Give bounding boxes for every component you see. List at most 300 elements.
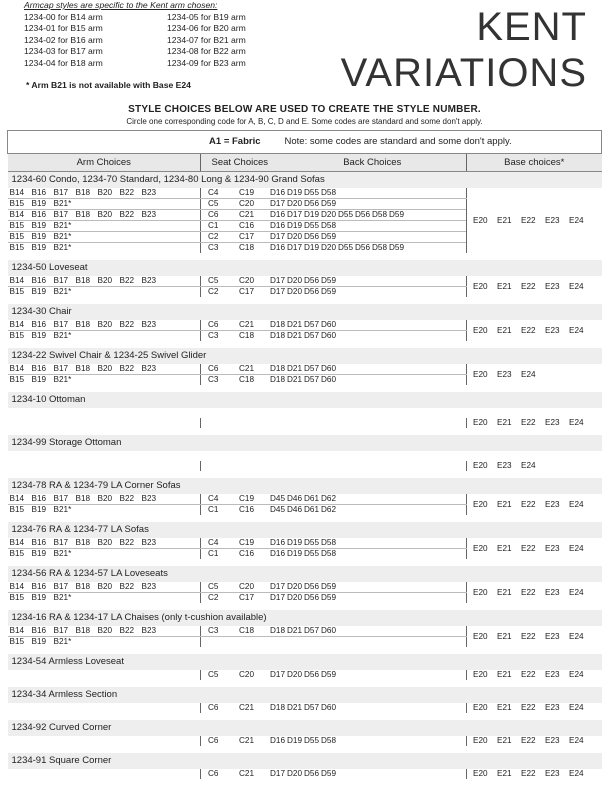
back-code: D20 — [321, 210, 337, 219]
spacer-cell — [8, 603, 602, 610]
section-title: 1234-76 RA & 1234-77 LA Sofas — [8, 522, 602, 538]
arm-choices-cell — [8, 287, 201, 298]
section-header-row — [8, 392, 602, 408]
back-code: D60 — [321, 331, 337, 340]
base-choices-cell — [467, 626, 602, 647]
arm-code: B21* — [53, 593, 72, 602]
spacer-cell — [8, 253, 602, 260]
spacer-cell — [8, 341, 602, 348]
seat-back-choices-cell — [201, 494, 467, 505]
arm-code: B18 — [75, 320, 91, 329]
base-choices-cell — [467, 703, 602, 713]
arm-choices-cell — [8, 703, 201, 713]
arm-code: B15 — [9, 637, 25, 646]
seat-back-choices-cell — [201, 210, 467, 221]
section-header-row — [8, 172, 602, 189]
data-row — [8, 494, 602, 505]
base-choices-cell — [467, 670, 602, 680]
arm-note: * Arm B21 is not available with Base E24 — [26, 80, 191, 90]
back-code: D58 — [321, 221, 337, 230]
arm-code: B22 — [119, 494, 135, 503]
back-code: D55 — [338, 243, 354, 252]
brand-line-1: KENT — [476, 5, 587, 49]
back-code: D55 — [304, 736, 320, 745]
base-choices-cell — [467, 320, 602, 341]
back-code: D17 — [270, 582, 286, 591]
base-code: E21 — [497, 631, 512, 641]
arm-code: B18 — [75, 538, 91, 547]
spacer-cell — [8, 451, 602, 461]
seat-code: C16 — [239, 505, 255, 514]
back-code: D21 — [287, 331, 303, 340]
arm-code: B20 — [97, 276, 113, 285]
arm-code: B14 — [9, 320, 25, 329]
base-code: E23 — [545, 736, 560, 745]
arm-code: B20 — [97, 494, 113, 503]
back-code: D16 — [270, 736, 286, 745]
seat-code: C21 — [239, 769, 255, 778]
arm-code: B23 — [141, 626, 157, 635]
arm-code: B15 — [9, 375, 25, 384]
back-code: D60 — [321, 703, 337, 712]
back-code: D59 — [321, 276, 337, 285]
arm-code: B17 — [53, 210, 69, 219]
base-code: E24 — [569, 418, 584, 427]
back-code: D20 — [287, 232, 303, 241]
back-code: D57 — [304, 375, 320, 384]
seat-back-choices-cell — [201, 549, 467, 560]
arm-code: B14 — [9, 494, 25, 503]
seat-back-choices-cell — [201, 538, 467, 549]
base-code: E22 — [521, 587, 536, 597]
seat-code: C6 — [208, 703, 219, 712]
base-code: E21 — [497, 215, 512, 225]
base-code: E24 — [569, 769, 584, 778]
arm-code: B21* — [53, 375, 72, 384]
back-code: D59 — [321, 593, 337, 602]
base-code: E23 — [545, 670, 560, 679]
back-code: D21 — [287, 703, 303, 712]
base-code: E24 — [569, 499, 584, 509]
base-code: E23 — [545, 281, 560, 291]
data-row — [8, 670, 602, 680]
arm-code: B18 — [75, 188, 91, 197]
section-header-row — [8, 435, 602, 451]
arm-code: B19 — [31, 549, 47, 558]
base-code: E22 — [521, 631, 536, 641]
arm-code: B16 — [31, 320, 47, 329]
seat-code: C19 — [239, 494, 255, 503]
arm-code: B21* — [53, 331, 72, 340]
arm-code: B14 — [9, 538, 25, 547]
back-code: D21 — [287, 375, 303, 384]
seat-back-choices-cell — [201, 221, 467, 232]
back-code: D59 — [321, 199, 337, 208]
arm-code: B22 — [119, 276, 135, 285]
data-row — [8, 418, 602, 428]
base-code: E23 — [545, 631, 560, 641]
arm-code: B16 — [31, 210, 47, 219]
style-heading: STYLE CHOICES BELOW ARE USED TO CREATE THE STYLE NUMBER. — [128, 104, 481, 115]
base-code: E23 — [545, 418, 560, 427]
back-code: D55 — [304, 221, 320, 230]
arm-code: B17 — [53, 494, 69, 503]
arm-choices-cell — [8, 637, 201, 648]
base-choices-cell — [467, 418, 602, 428]
base-code: E20 — [473, 703, 488, 712]
base-code: E24 — [569, 543, 584, 553]
base-code: E22 — [521, 215, 536, 225]
arm-code: B20 — [97, 320, 113, 329]
base-code: E23 — [497, 461, 512, 470]
seat-code: C1 — [208, 221, 219, 230]
arm-choices-cell — [8, 582, 201, 593]
seat-code: C19 — [239, 538, 255, 547]
spacer-row — [8, 341, 602, 348]
base-code: E22 — [521, 769, 536, 778]
back-code: D17 — [270, 769, 286, 778]
base-code: E24 — [521, 369, 536, 379]
arm-code: B23 — [141, 582, 157, 591]
seat-back-choices-cell — [201, 593, 467, 604]
base-code: E22 — [521, 670, 536, 679]
base-choices-cell — [467, 538, 602, 559]
data-row — [8, 736, 602, 746]
seat-code: C6 — [208, 769, 219, 778]
arm-code: B21* — [53, 505, 72, 514]
seat-back-choices-cell — [201, 637, 467, 648]
arm-choices-cell — [8, 221, 201, 232]
seat-code: C3 — [208, 626, 219, 635]
base-code: E24 — [569, 703, 584, 712]
section-header-row — [8, 753, 602, 769]
spacer-cell — [8, 385, 602, 392]
arm-code: B21* — [53, 243, 72, 252]
armcap-code: 1234-05 for B19 arm — [167, 11, 246, 22]
back-code: D45 — [270, 494, 286, 503]
arm-code: B17 — [53, 538, 69, 547]
back-code: D20 — [287, 769, 303, 778]
spacer-cell — [8, 428, 602, 435]
base-code: E23 — [545, 499, 560, 509]
spacer-cell — [8, 408, 602, 418]
seat-code: C21 — [239, 320, 255, 329]
back-code: D16 — [270, 549, 286, 558]
back-code: D56 — [304, 582, 320, 591]
arm-code: B20 — [97, 626, 113, 635]
arm-code: B19 — [31, 243, 47, 252]
back-code: D60 — [321, 375, 337, 384]
seat-code: C20 — [239, 670, 255, 679]
base-code: E24 — [569, 281, 584, 291]
back-code: D46 — [287, 505, 303, 514]
arm-choices-cell — [8, 364, 201, 375]
base-code: E22 — [521, 499, 536, 509]
arm-code: B21* — [53, 549, 72, 558]
arm-code: B23 — [141, 276, 157, 285]
back-code: D58 — [372, 243, 388, 252]
seat-code: C21 — [239, 736, 255, 745]
style-choices-table — [7, 130, 602, 786]
section-title: 1234-22 Swivel Chair & 1234-25 Swivel Glider — [8, 348, 602, 364]
arm-code: B16 — [31, 538, 47, 547]
data-row — [8, 461, 602, 471]
back-code: D57 — [304, 320, 320, 329]
base-code: E24 — [569, 670, 584, 679]
arm-code: B14 — [9, 364, 25, 373]
base-code: E23 — [545, 215, 560, 225]
seat-back-choices-cell — [201, 703, 467, 713]
base-code: E20 — [473, 418, 488, 427]
arm-code: B20 — [97, 364, 113, 373]
arm-code: B23 — [141, 320, 157, 329]
data-row — [8, 188, 602, 199]
arm-code: B15 — [9, 505, 25, 514]
back-code: D55 — [338, 210, 354, 219]
brand-title — [341, 4, 587, 96]
arm-code: B17 — [53, 364, 69, 373]
seat-code: C18 — [239, 375, 255, 384]
base-code: E20 — [473, 215, 488, 225]
back-code: D18 — [270, 364, 286, 373]
arm-code: B20 — [97, 582, 113, 591]
arm-code: B19 — [31, 593, 47, 602]
data-row — [8, 626, 602, 637]
spacer-row — [8, 603, 602, 610]
arm-choices-cell — [8, 549, 201, 560]
arm-code: B14 — [9, 210, 25, 219]
arm-code: B19 — [31, 287, 47, 296]
seat-code: C19 — [239, 188, 255, 197]
back-code: D20 — [287, 199, 303, 208]
arm-code: B16 — [31, 276, 47, 285]
arm-choices-cell — [8, 210, 201, 221]
back-code: D16 — [270, 243, 286, 252]
base-code: E21 — [497, 736, 512, 745]
back-code: D21 — [287, 626, 303, 635]
base-code: E23 — [545, 543, 560, 553]
spacer-row — [8, 680, 602, 687]
arm-code: B21* — [53, 199, 72, 208]
section-title: 1234-30 Chair — [8, 304, 602, 320]
base-code: E21 — [497, 670, 512, 679]
spacer-row — [8, 515, 602, 522]
seat-code: C6 — [208, 736, 219, 745]
seat-code: C4 — [208, 494, 219, 503]
base-code: E23 — [497, 369, 512, 379]
spacer-row — [8, 559, 602, 566]
arm-choices-cell — [8, 769, 201, 779]
section-title: 1234-91 Square Corner — [8, 753, 602, 769]
arm-choices-cell — [8, 418, 201, 428]
table-body — [8, 131, 602, 787]
spacer-row — [8, 713, 602, 720]
arm-code: B23 — [141, 188, 157, 197]
back-code: D58 — [321, 736, 337, 745]
data-row — [8, 320, 602, 331]
seat-code: C21 — [239, 210, 255, 219]
seat-back-choices-cell — [201, 243, 467, 254]
arm-choices-cell — [8, 736, 201, 746]
armcap-code: 1234-08 for B22 arm — [167, 46, 246, 57]
seat-code: C4 — [208, 538, 219, 547]
arm-code: B16 — [31, 364, 47, 373]
back-code: D21 — [287, 320, 303, 329]
seat-back-choices-cell — [201, 375, 467, 386]
armcap-code: 1234-01 for B15 arm — [24, 23, 103, 34]
arm-code: B15 — [9, 331, 25, 340]
spacer-cell — [8, 746, 602, 753]
section-title: 1234-50 Loveseat — [8, 260, 602, 276]
data-row — [8, 769, 602, 779]
back-code: D60 — [321, 320, 337, 329]
base-code: E21 — [497, 325, 512, 335]
back-code: D16 — [270, 538, 286, 547]
back-code: D57 — [304, 331, 320, 340]
spacer-cell — [8, 779, 602, 786]
data-row — [8, 582, 602, 593]
back-code: D56 — [304, 769, 320, 778]
seat-back-choices-cell — [201, 769, 467, 779]
arm-choices-cell — [8, 626, 201, 637]
seat-code: C4 — [208, 188, 219, 197]
arm-code: B19 — [31, 232, 47, 241]
arm-code: B17 — [53, 320, 69, 329]
seat-code: C16 — [239, 549, 255, 558]
back-code: D57 — [304, 364, 320, 373]
spacer-cell — [8, 559, 602, 566]
base-choices-cell — [467, 461, 602, 471]
base-code: E20 — [473, 670, 488, 679]
back-code: D17 — [287, 243, 303, 252]
back-code: D55 — [304, 188, 320, 197]
back-code: D16 — [270, 210, 286, 219]
spacer-cell — [8, 680, 602, 687]
seat-back-choices-cell — [201, 331, 467, 342]
base-code: E23 — [545, 769, 560, 778]
base-code: E22 — [521, 736, 536, 745]
data-row — [8, 364, 602, 375]
spacer-row — [8, 297, 602, 304]
base-code: E24 — [569, 325, 584, 335]
base-code: E21 — [497, 769, 512, 778]
base-code: E21 — [497, 703, 512, 712]
arm-code: B19 — [31, 637, 47, 646]
back-code: D18 — [270, 375, 286, 384]
spacer-cell — [8, 297, 602, 304]
seat-code: C5 — [208, 582, 219, 591]
arm-code: B17 — [53, 626, 69, 635]
armcap-code: 1234-00 for B14 arm — [24, 11, 103, 22]
section-header-row — [8, 260, 602, 276]
back-code: D58 — [321, 188, 337, 197]
seat-code: C20 — [239, 276, 255, 285]
seat-code: C5 — [208, 276, 219, 285]
section-title: 1234-60 Condo, 1234-70 Standard, 1234-80 Long & 1234-90 Grand Sofas — [8, 172, 602, 189]
arm-code: B15 — [9, 243, 25, 252]
spacer-row — [8, 451, 602, 461]
base-code: E20 — [473, 369, 488, 379]
section-header-row — [8, 566, 602, 582]
back-code: D17 — [270, 276, 286, 285]
section-title: 1234-78 RA & 1234-79 LA Corner Sofas — [8, 478, 602, 494]
base-choices-cell — [467, 276, 602, 297]
arm-code: B20 — [97, 188, 113, 197]
section-title: 1234-10 Ottoman — [8, 392, 602, 408]
back-code: D55 — [304, 538, 320, 547]
data-row — [8, 276, 602, 287]
base-code: E21 — [497, 587, 512, 597]
col-back-header: Back Choices — [279, 154, 467, 172]
column-header-row — [8, 154, 602, 172]
back-code: D20 — [287, 287, 303, 296]
section-title: 1234-34 Armless Section — [8, 687, 602, 703]
arm-choices-cell — [8, 199, 201, 210]
arm-code: B22 — [119, 188, 135, 197]
arm-choices-cell — [8, 320, 201, 331]
seat-back-choices-cell — [201, 320, 467, 331]
base-code: E20 — [473, 631, 488, 641]
base-code: E21 — [497, 543, 512, 553]
back-code: D60 — [321, 626, 337, 635]
arm-code: B16 — [31, 626, 47, 635]
data-row — [8, 703, 602, 713]
fabric-note: Note: some codes are standard and some don't apply. — [279, 131, 602, 154]
arm-code: B14 — [9, 582, 25, 591]
arm-code: B14 — [9, 276, 25, 285]
back-code: D58 — [321, 549, 337, 558]
back-code: D57 — [304, 703, 320, 712]
seat-code: C2 — [208, 287, 219, 296]
base-code: E20 — [473, 325, 488, 335]
seat-back-choices-cell — [201, 364, 467, 375]
back-code: D56 — [304, 670, 320, 679]
back-code: D19 — [287, 549, 303, 558]
section-title: 1234-99 Storage Ottoman — [8, 435, 602, 451]
armcap-code: 1234-06 for B20 arm — [167, 23, 246, 34]
arm-code: B20 — [97, 538, 113, 547]
section-title: 1234-92 Curved Corner — [8, 720, 602, 736]
arm-code: B19 — [31, 331, 47, 340]
spacer-cell — [8, 471, 602, 478]
back-code: D58 — [321, 538, 337, 547]
back-code: D56 — [304, 232, 320, 241]
back-code: D18 — [270, 626, 286, 635]
seat-code: C21 — [239, 703, 255, 712]
back-code: D20 — [287, 582, 303, 591]
back-code: D16 — [270, 221, 286, 230]
arm-code: B15 — [9, 549, 25, 558]
spacer-row — [8, 428, 602, 435]
arm-choices-cell — [8, 505, 201, 516]
arm-choices-cell — [8, 232, 201, 243]
arm-code: B15 — [9, 287, 25, 296]
back-code: D58 — [372, 210, 388, 219]
base-code: E23 — [545, 325, 560, 335]
back-code: D16 — [270, 188, 286, 197]
section-title: 1234-56 RA & 1234-57 LA Loveseats — [8, 566, 602, 582]
base-choices-cell — [467, 188, 602, 253]
back-code: D19 — [304, 210, 320, 219]
arm-choices-cell — [8, 188, 201, 199]
back-code: D18 — [270, 331, 286, 340]
back-code: D56 — [355, 243, 371, 252]
base-code: E23 — [545, 587, 560, 597]
section-header-row — [8, 687, 602, 703]
arm-code: B18 — [75, 626, 91, 635]
back-code: D56 — [304, 593, 320, 602]
section-header-row — [8, 610, 602, 626]
